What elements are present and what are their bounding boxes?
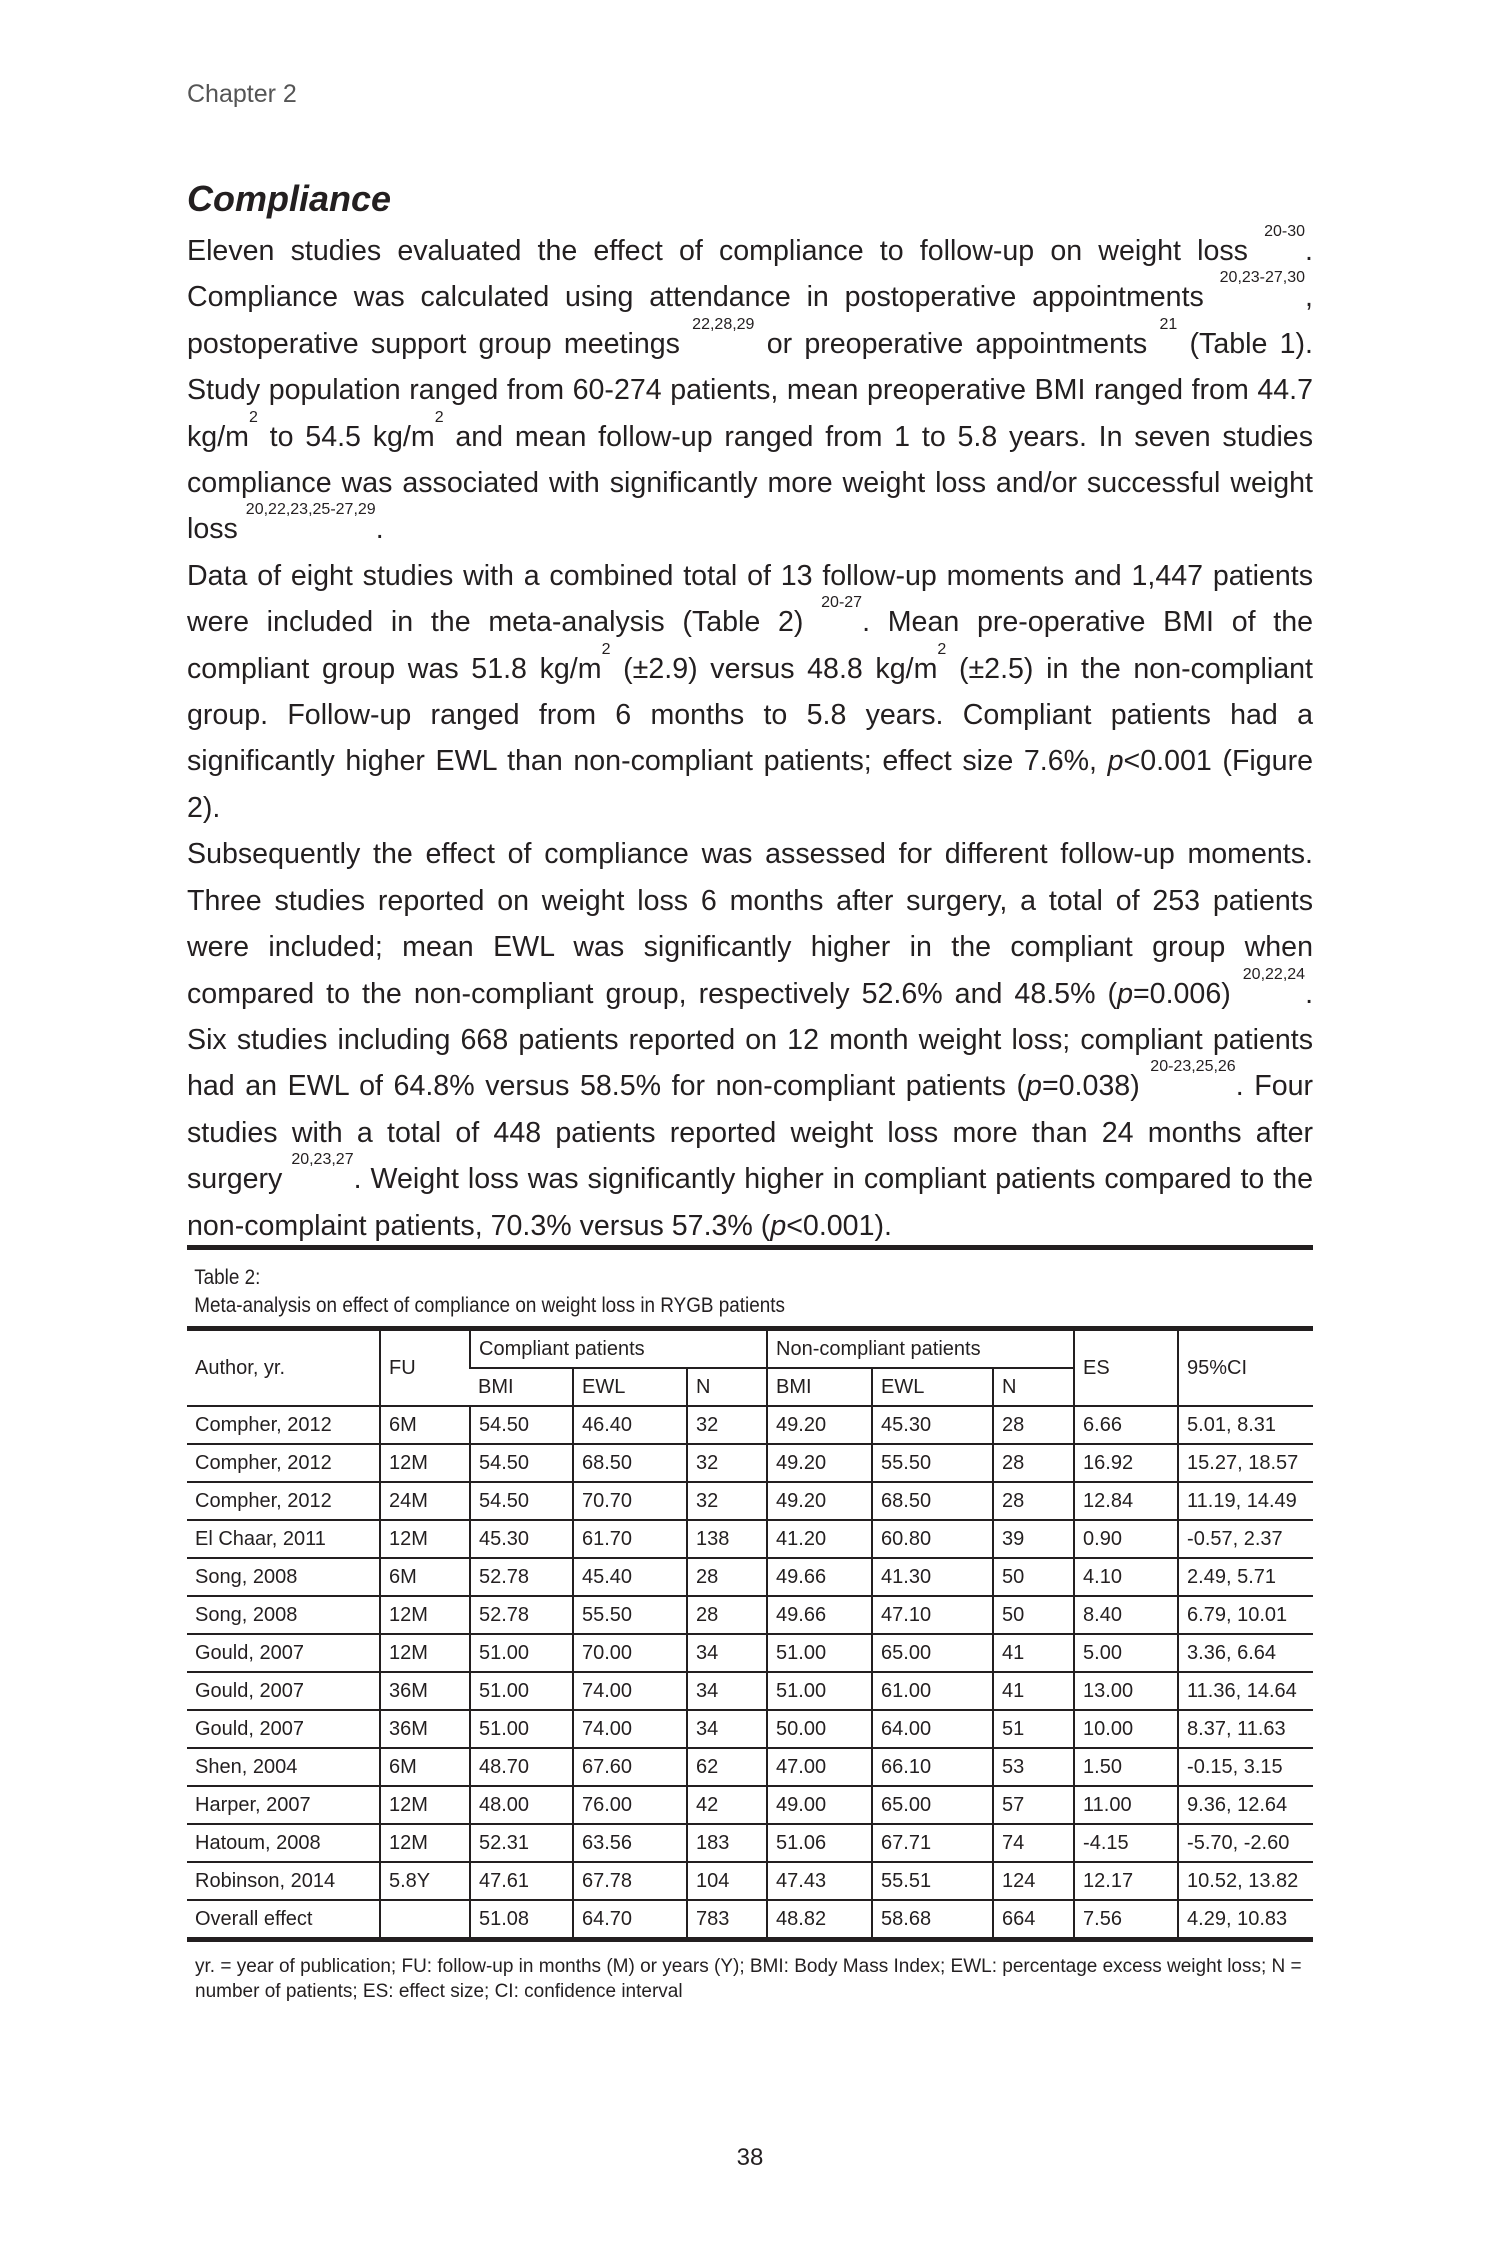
cell-noncompliant-n: 41 [993,1672,1074,1710]
table-footnote: yr. = year of publication; FU: follow-up in months (M) or years (Y); BMI: Body Mass Index; EWL: percentage excess weight loss; N = number of patients; ES: effect size; CI: confidence interval [195,1956,1302,2002]
cell-noncompliant-bmi: 47.43 [767,1862,872,1900]
cell-fu: 24M [380,1482,470,1520]
cell-noncompliant-ewl: 47.10 [872,1596,993,1634]
cell-es: 1.50 [1074,1748,1178,1786]
cell-author: Gould, 2007 [187,1710,380,1748]
citation-superscript: 20,23-27,30 [1219,269,1306,287]
cell-ci: 3.36, 6.64 [1178,1634,1313,1672]
cell-ci: 11.19, 14.49 [1178,1482,1313,1520]
cell-fu: 6M [380,1558,470,1596]
cell-noncompliant-bmi: 51.00 [767,1672,872,1710]
table-row [187,1444,1313,1482]
cell-es: 4.10 [1074,1558,1178,1596]
cell-compliant-n: 34 [687,1672,767,1710]
cell-noncompliant-ewl: 41.30 [872,1558,993,1596]
cell-noncompliant-n: 50 [993,1558,1074,1596]
cell-compliant-bmi: 51.00 [470,1672,573,1710]
cell-noncompliant-ewl: 66.10 [872,1748,993,1786]
header-compliant-bmi: BMI [470,1368,573,1406]
table-row [187,1748,1313,1786]
cell-noncompliant-bmi: 49.20 [767,1482,872,1520]
text-run: , postoperative support group meetings [187,281,1321,360]
cell-noncompliant-n: 124 [993,1862,1074,1900]
cell-es: 16.92 [1074,1444,1178,1482]
header-fu: FU [380,1329,470,1407]
cell-ci: 15.27, 18.57 [1178,1444,1313,1482]
paragraph [187,223,1321,553]
cell-ci: 4.29, 10.83 [1178,1900,1313,1940]
header-compliant-n: N [687,1368,767,1406]
cell-es: 0.90 [1074,1520,1178,1558]
italic-text: p [1107,745,1124,778]
cell-es: 10.00 [1074,1710,1178,1748]
cell-compliant-ewl: 67.60 [573,1748,687,1786]
cell-noncompliant-ewl: 61.00 [872,1672,993,1710]
cell-compliant-ewl: 70.70 [573,1482,687,1520]
cell-compliant-bmi: 47.61 [470,1862,573,1900]
citation-superscript: 2 [937,640,947,658]
cell-noncompliant-n: 28 [993,1406,1074,1444]
table-2 [187,1245,1313,2004]
cell-compliant-ewl: 76.00 [573,1786,687,1824]
header-noncompliant-ewl: EWL [872,1368,993,1406]
cell-compliant-ewl: 61.70 [573,1520,687,1558]
cell-noncompliant-ewl: 64.00 [872,1710,993,1748]
cell-author: Gould, 2007 [187,1672,380,1710]
cell-noncompliant-n: 74 [993,1824,1074,1862]
text-run: . [375,513,384,546]
header-es: ES [1074,1329,1178,1407]
cell-compliant-n: 138 [687,1520,767,1558]
cell-compliant-ewl: 46.40 [573,1406,687,1444]
cell-compliant-ewl: 70.00 [573,1634,687,1672]
cell-noncompliant-bmi: 49.66 [767,1596,872,1634]
cell-fu: 12M [380,1634,470,1672]
italic-text: p [1117,977,1133,1010]
cell-author: Gould, 2007 [187,1634,380,1672]
text-run: . Mean pre-operative BMI of the compliant group was 51.8 kg/m [187,606,1321,685]
citation-superscript: 2 [601,640,611,658]
table-title: Meta-analysis on effect of compliance on weight loss in RYGB patients [194,1294,785,1317]
text-run: to 54.5 kg/m [257,420,435,453]
cell-compliant-n: 783 [687,1900,767,1940]
text-run: <0.001 (Figure 2). [187,745,1321,824]
text-run: or preoperative appointments [754,327,1160,360]
cell-author: Hatoum, 2008 [187,1824,380,1862]
text-run: Eleven studies evaluated the effect of compliance to follow-up on weight loss [187,235,1265,267]
cell-author: Overall effect [187,1900,380,1940]
cell-es: 11.00 [1074,1786,1178,1824]
cell-compliant-ewl: 74.00 [573,1710,687,1748]
cell-noncompliant-bmi: 49.66 [767,1558,872,1596]
cell-fu: 12M [380,1596,470,1634]
cell-noncompliant-n: 664 [993,1900,1074,1940]
data-table [187,1326,1313,1942]
cell-noncompliant-bmi: 41.20 [767,1520,872,1558]
cell-noncompliant-bmi: 49.20 [767,1444,872,1482]
cell-compliant-ewl: 67.78 [573,1862,687,1900]
header-ci: 95%CI [1178,1329,1313,1407]
cell-fu: 12M [380,1520,470,1558]
cell-noncompliant-n: 50 [993,1596,1074,1634]
citation-superscript: 20-27 [821,594,863,612]
text-run: and mean follow-up ranged from 1 to 5.8 years. In seven studies compliance was associated with significantly more weight loss and/or successful weight loss [187,420,1321,546]
cell-compliant-bmi: 48.70 [470,1748,573,1786]
cell-es: 8.40 [1074,1596,1178,1634]
cell-noncompliant-n: 57 [993,1786,1074,1824]
cell-author: Shen, 2004 [187,1748,380,1786]
cell-compliant-ewl: 64.70 [573,1900,687,1940]
cell-ci: -0.57, 2.37 [1178,1520,1313,1558]
table-caption [187,1250,1200,1326]
cell-noncompliant-ewl: 55.51 [872,1862,993,1900]
text-run: Data of eight studies with a combined total of 13 follow-up moments and 1,447 patients were included in the meta-analysis (Table 2) [187,559,1321,639]
cell-es: 7.56 [1074,1900,1178,1940]
text-run: (±2.9) versus 48.8 kg/m [610,652,938,685]
cell-noncompliant-ewl: 58.68 [872,1900,993,1940]
header-noncompliant-n: N [993,1368,1074,1406]
cell-compliant-bmi: 52.31 [470,1824,573,1862]
cell-es: 5.00 [1074,1634,1178,1672]
table-row [187,1634,1313,1672]
cell-noncompliant-bmi: 51.06 [767,1824,872,1862]
cell-compliant-ewl: 45.40 [573,1558,687,1596]
cell-noncompliant-bmi: 49.00 [767,1786,872,1824]
table-row [187,1482,1313,1520]
cell-compliant-bmi: 52.78 [470,1596,573,1634]
cell-compliant-n: 28 [687,1596,767,1634]
cell-noncompliant-ewl: 67.71 [872,1824,993,1862]
cell-fu: 12M [380,1824,470,1862]
italic-text: p [1026,1070,1042,1103]
table-label: Table 2: [194,1266,261,1289]
table-row [187,1824,1313,1862]
italic-text: p [770,1209,787,1242]
cell-ci: 10.52, 13.82 [1178,1862,1313,1900]
cell-noncompliant-ewl: 55.50 [872,1444,993,1482]
text-run: . Compliance was calculated using attendance in postoperative appointments [187,235,1321,314]
cell-author: Harper, 2007 [187,1786,380,1824]
text-run: . Six studies including 668 patients reported on 12 month weight loss; compliant patients had an EWL of 64.8% versus 58.5% for non-compliant patients ( [187,977,1321,1103]
cell-noncompliant-n: 53 [993,1748,1074,1786]
header-author: Author, yr. [187,1329,380,1407]
cell-noncompliant-bmi: 47.00 [767,1748,872,1786]
cell-compliant-bmi: 54.50 [470,1444,573,1482]
paragraph [187,831,1321,1249]
cell-compliant-bmi: 45.30 [470,1520,573,1558]
cell-noncompliant-bmi: 48.82 [767,1900,872,1940]
cell-fu: 5.8Y [380,1862,470,1900]
cell-ci: -0.15, 3.15 [1178,1748,1313,1786]
cell-fu: 6M [380,1406,470,1444]
table-row [187,1710,1313,1748]
citation-superscript: 20-30 [1264,223,1306,240]
text-run: (Table 1). Study population ranged from 60-274 patients, mean preoperative BMI ranged from 44.7 kg/m [187,327,1321,453]
table-row [187,1406,1313,1444]
cell-compliant-ewl: 55.50 [573,1596,687,1634]
cell-compliant-bmi: 51.08 [470,1900,573,1940]
cell-compliant-n: 34 [687,1634,767,1672]
text-run: =0.006) [1132,977,1243,1010]
cell-compliant-bmi: 48.00 [470,1786,573,1824]
citation-superscript: 2 [248,408,258,426]
table-row [187,1862,1313,1900]
text-run: . Weight loss was significantly higher in compliant patients compared to the non-complaint patients, 70.3% versus 57.3% ( [187,1163,1321,1242]
cell-es: 13.00 [1074,1672,1178,1710]
cell-ci: 6.79, 10.01 [1178,1596,1313,1634]
cell-ci: 9.36, 12.64 [1178,1786,1313,1824]
cell-fu: 36M [380,1710,470,1748]
running-header: Chapter 2 [187,80,297,108]
cell-compliant-bmi: 52.78 [470,1558,573,1596]
cell-noncompliant-ewl: 65.00 [872,1786,993,1824]
cell-noncompliant-bmi: 49.20 [767,1406,872,1444]
cell-compliant-n: 104 [687,1862,767,1900]
cell-ci: -5.70, -2.60 [1178,1824,1313,1862]
cell-ci: 8.37, 11.63 [1178,1710,1313,1748]
cell-noncompliant-n: 51 [993,1710,1074,1748]
cell-compliant-bmi: 51.00 [470,1710,573,1748]
text-run: . Four studies with a total of 448 patients reported weight loss more than 24 months after surgery [187,1070,1321,1196]
cell-fu [380,1900,470,1940]
cell-compliant-ewl: 74.00 [573,1672,687,1710]
cell-compliant-bmi: 51.00 [470,1634,573,1672]
cell-ci: 5.01, 8.31 [1178,1406,1313,1444]
table-row [187,1900,1313,1940]
header-noncompliant-bmi: BMI [767,1368,872,1406]
text-run: Subsequently the effect of compliance was assessed for different follow-up moments. Three studies reported on weight loss 6 months after surgery, a total of 253 patients were included; mean EWL was significantly higher in the compliant group when compared to the non-compliant group, respectively 52.6% and 48.5% ( [187,838,1321,1010]
cell-es: 12.84 [1074,1482,1178,1520]
table-row [187,1520,1313,1558]
citation-superscript: 20,22,23,25-27,29 [245,501,376,519]
cell-compliant-n: 34 [687,1710,767,1748]
cell-compliant-n: 28 [687,1558,767,1596]
cell-ci: 11.36, 14.64 [1178,1672,1313,1710]
cell-noncompliant-n: 39 [993,1520,1074,1558]
cell-noncompliant-ewl: 60.80 [872,1520,993,1558]
table-row [187,1558,1313,1596]
cell-noncompliant-ewl: 65.00 [872,1634,993,1672]
cell-author: Compher, 2012 [187,1406,380,1444]
citation-superscript: 21 [1159,315,1178,333]
cell-compliant-n: 32 [687,1406,767,1444]
text-run: =0.038) [1041,1070,1151,1103]
cell-compliant-ewl: 68.50 [573,1444,687,1482]
cell-noncompliant-n: 28 [993,1482,1074,1520]
cell-noncompliant-n: 41 [993,1634,1074,1672]
cell-compliant-n: 42 [687,1786,767,1824]
header-noncompliant: Non-compliant patients [767,1329,1074,1369]
citation-superscript: 20,22,24 [1242,965,1306,983]
cell-compliant-n: 32 [687,1482,767,1520]
cell-compliant-n: 183 [687,1824,767,1862]
text-run: <0.001). [786,1209,892,1242]
text-run: (±2.5) in the non-compliant group. Follow-up ranged from 6 months to 5.8 years. Compliant patients had a significantly higher EWL than non-compliant patients; effect size 7.6%, [187,652,1321,778]
cell-es: 12.17 [1074,1862,1178,1900]
page-number: 38 [736,2144,764,2171]
header-compliant: Compliant patients [470,1329,767,1369]
cell-fu: 12M [380,1444,470,1482]
paragraph [187,553,1321,831]
cell-noncompliant-bmi: 51.00 [767,1634,872,1672]
cell-compliant-n: 62 [687,1748,767,1786]
cell-author: Compher, 2012 [187,1444,380,1482]
cell-fu: 12M [380,1786,470,1824]
cell-ci: 2.49, 5.71 [1178,1558,1313,1596]
cell-author: El Chaar, 2011 [187,1520,380,1558]
cell-noncompliant-bmi: 50.00 [767,1710,872,1748]
cell-fu: 36M [380,1672,470,1710]
citation-superscript: 20,23,27 [291,1151,354,1169]
table-row [187,1786,1313,1824]
cell-compliant-ewl: 63.56 [573,1824,687,1862]
cell-author: Song, 2008 [187,1596,380,1634]
header-compliant-ewl: EWL [573,1368,687,1406]
body-text [187,223,1321,1249]
cell-es: 6.66 [1074,1406,1178,1444]
cell-compliant-bmi: 54.50 [470,1482,573,1520]
cell-fu: 6M [380,1748,470,1786]
cell-noncompliant-n: 28 [993,1444,1074,1482]
cell-noncompliant-ewl: 68.50 [872,1482,993,1520]
cell-author: Song, 2008 [187,1558,380,1596]
cell-es: -4.15 [1074,1824,1178,1862]
cell-compliant-n: 32 [687,1444,767,1482]
cell-noncompliant-ewl: 45.30 [872,1406,993,1444]
section-heading: Compliance [187,178,392,219]
citation-superscript: 20-23,25,26 [1150,1058,1236,1076]
cell-author: Robinson, 2014 [187,1862,380,1900]
table-row [187,1596,1313,1634]
cell-author: Compher, 2012 [187,1482,380,1520]
cell-compliant-bmi: 54.50 [470,1406,573,1444]
citation-superscript: 22,28,29 [692,315,755,333]
citation-superscript: 2 [434,408,444,426]
table-row [187,1672,1313,1710]
